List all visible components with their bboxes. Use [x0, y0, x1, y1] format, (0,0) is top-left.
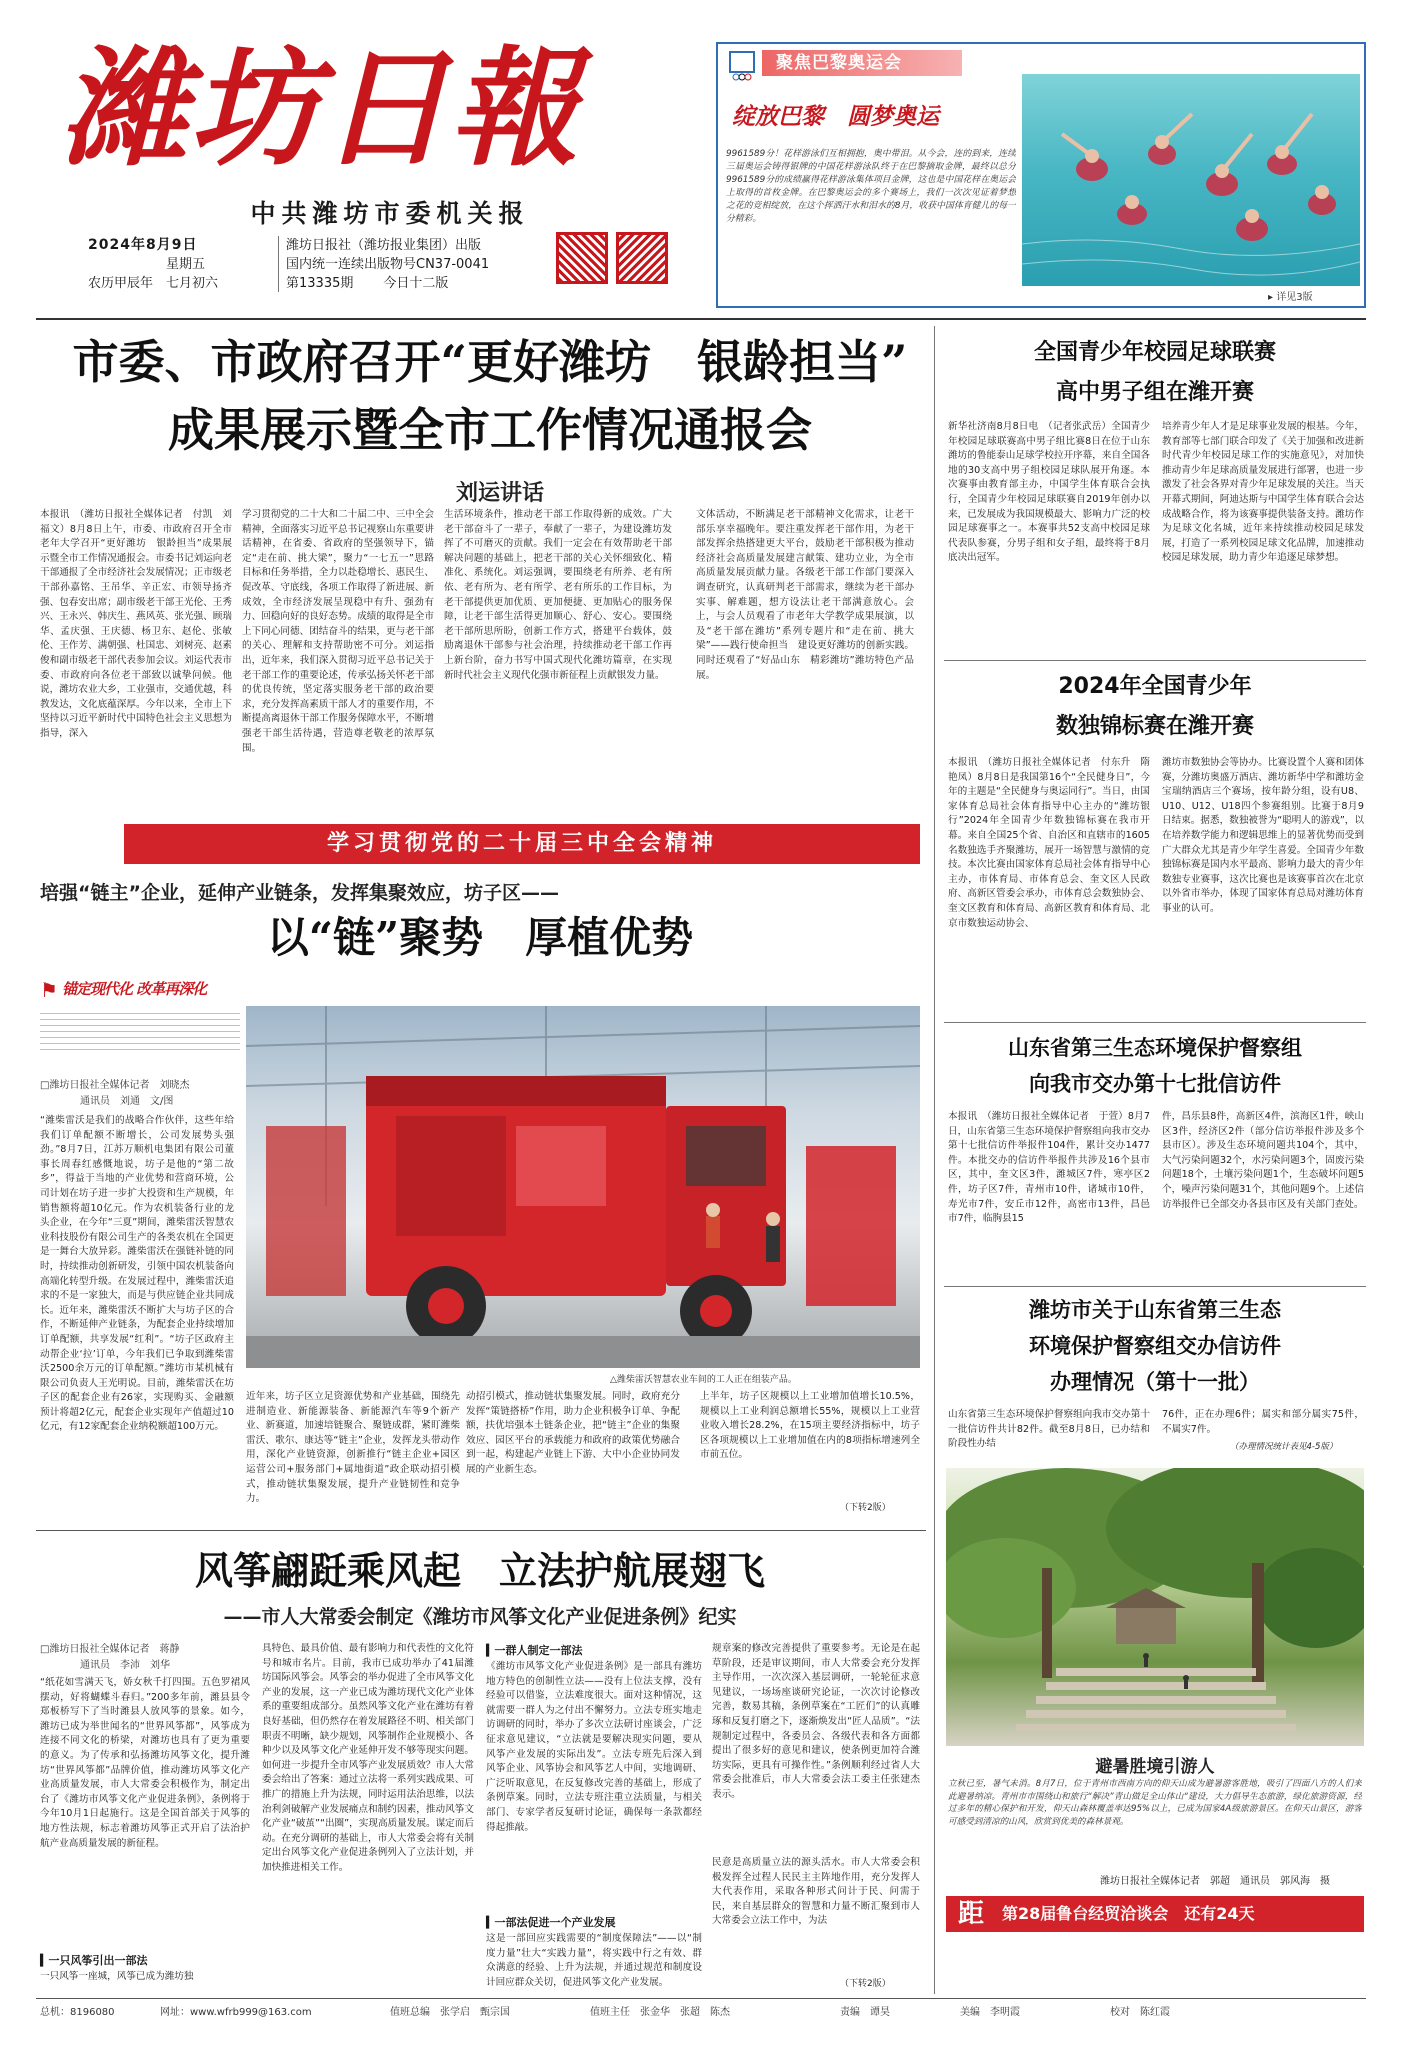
- sudoku-col-2: 潍坊市数独协会等协办。比赛设置个人赛和团体赛，分潍坊奥盛万酒店、潍坊新华中学和潍坊金宝瑞纳酒店三个赛场，按年龄分组，设有U8、U10、U12、U18四个参赛组别。比赛于8月9日结束。据悉，数独被誉为“聪明人的游戏”，以在培养数学能力和逻辑思维上的显著优势而受到广大群众尤其是青少年学生喜爱。全国青少年数独锦标赛是国内水平最高、影响力最大的青少年数独专业赛事，这次比赛也是该赛事首次在北京以外省市举办，体现了国家体育总局对潍坊体育事业的认可。: [1162, 757, 1364, 914]
- chain-kicker: 培强“链主”企业，延伸产业链条，发挥集聚效应，坊子区——: [40, 882, 559, 904]
- olympics-title: 绽放巴黎 圆梦奥运: [732, 103, 939, 130]
- countdown-text: 第28届鲁台经贸洽谈会 还有24天: [1002, 1904, 1255, 1923]
- countdown-char: 距: [958, 1899, 985, 1929]
- footer-item: 美编 李明霞: [960, 2007, 1020, 2018]
- footer-item: 值班主任 张金华 张超 陈杰: [590, 2007, 730, 2018]
- kite-continued: （下转2版）: [840, 1979, 891, 1989]
- env2-title-3: 办理情况（第十一批）: [1050, 1370, 1260, 1394]
- lead-title-2: 成果展示暨全市工作情况通报会: [168, 403, 812, 457]
- env2-col-1: 山东省第三生态环境保护督察组向我市交办第十一批信访件共计82件。截至8月8日，已办结和阶段性办结: [948, 1409, 1150, 1450]
- footer-item: 责编 谭昊: [840, 2007, 890, 2018]
- chain-continued: （下转2版）: [840, 1503, 891, 1513]
- chain-byline: □潍坊日报社全媒体记者 刘晓杰 通讯员 刘通 文/图: [40, 1080, 190, 1107]
- olympics-logo-icon: [728, 50, 756, 82]
- env2-note: （办理情况统计表见4-5版）: [1230, 1442, 1338, 1452]
- chain-col-4: 上半年，坊子区规模以上工业增加值增长10.5%，规模以上工业利润总额增长55%，规模以上工业营业收入增长28.2%，在15项主要经济指标中，坊子区各项规模以上工业增加值在内的8项指标增速列全市前五位。: [700, 1391, 920, 1461]
- kite-byline: □潍坊日报社全媒体记者 蒋静 通讯员 李沛 刘华: [40, 1644, 180, 1671]
- weekday: 星期五: [166, 257, 206, 272]
- scenic-caption-text: 立秋已至，暑气未消。8月7日，位于青州市西南方向的仰天山成为避暑游客胜地，吸引了四面八方的人们来此避暑纳凉。青州市市围绕山和旅行“解决”青山做足全山体山“建设，大力倡导生态旅游，绿化旅游资源，经过多年的精心保护和开发，仰天山森林覆盖率达95%以上，已成为国家4A级旅游景区。在仰天山景区，游客可感受到清凉的山风，欣赏到优美的森林景观。: [948, 1779, 1362, 1827]
- reform-badge: ⚑ 锚定现代化 改革再深化: [40, 972, 240, 1062]
- kite-col-2: 具特色、最具价值、最有影响力和代表性的文化符号和城市名片。目前，我市已成功举办了41届潍坊国际风筝会。风筝会的举办促进了全市风筝文化产业的发展，这一产业已成为潍坊现代文化产业体系的重要组成部分。虽然风筝文化产业在潍坊有着良好基础，但仍然存在着发展路径不明、相关部门职责不明晰，缺少规划，风筝制作企业规模小、各种少以及风筝文化产业延伸开发不够等现实问题。如何进一步提升全市风筝产业发展质效？市人大常委会给出了答案：通过立法将一系列实践成果、可推广的措施上升为法规，同时运用法治思维，以法治利剑破解产业发展痛点和制约因素，推动风筝文化产业“破茧”“出圈”，实现高质量发展。谋定而后动。在充分调研的基础上，市人大常委会将有关制定出台风筝文化产业促进条例列入了立法计划，并加快推进相关工作。: [262, 1643, 474, 1873]
- lead-col-4: 文体活动，不断满足老干部精神文化需求，让老干部乐享幸福晚年。要注重发挥老干部作用，为老干部发挥余热搭建更大平台，鼓励老干部积极为推动经济社会高质量发展建言献策、建功立业，为全市高质量发展贡献力量。各级老干部工作部门要深入调查研究，认真研判老干部需求，继续为老干部办实事、解难题，想方设法让老干部满意放心。会上，与会人员观看了市老年大学教学成果展演，以及“老干部在潍坊”系列专题片和“走在前、挑大梁”——践行使命担当 建设更好潍坊的创新实践。同时还观看了“好品山东 精彩潍坊”潍坊特色产品展。: [696, 509, 914, 681]
- kite-subtitle: ——市人大常委会制定《潍坊市风筝文化产业促进条例》纪实: [223, 1606, 737, 1628]
- lead-col-2: 学习贯彻党的二十大和二十届二中、三中全会精神，全面落实习近平总书记视察山东重要讲话精神，在省委、省政府的坚强领导下，锚定“走在前、挑大梁”，聚力“一七五一”思路目标和任务举措，全力以赴稳增长、惠民生、促改革、守底线，各项工作取得了新进展、新成效，全市经济发展呈现稳中有升、强劲有力、回稳向好的良好态势。成绩的取得是全市上下同心同德、团结奋斗的结果，更与老干部的关心、理解和支持帮助密不可分。刘运指出，近年来，我们深入贯彻习近平总书记关于老干部工作的重要论述，传承弘扬关怀老干部的优良传统，坚定落实服务老干部的政治要求，充分发挥高素质干部人才的重要作用，不断提高离退休干部工作服务保障水平，不断增强老干部生活待遇，营造尊老敬老的浓厚氛围。: [242, 509, 434, 754]
- kite-col-1b: 一只风筝一座城，风筝已成为潍坊独: [40, 1971, 194, 1982]
- qr-code-icon: [616, 232, 668, 284]
- sudoku-col-1: 本报讯 （潍坊日报社全媒体记者 付东升 隋艳凤）8月8日是我国第16个“全民健身日”，今年的主题是“全民健身与奥运同行”。当日，由国家体育总局社会体育指导中心主办的“潍坊银行”2024年全国青少年数独锦标赛在我市开幕。来自全国25个省、自治区和直辖市的1605名数独选手齐聚潍坊，展开一场智慧与激情的竞技。本次比赛由国家体育总局社会体育指导中心主办，市体育局、市体育总会、奎文区人民政府、高新区管委会承办，市体育总会数独协会、奎文区教育和体育局、高新区教育和体育局、北京市数独运动协会、: [948, 757, 1150, 929]
- sudoku-title-2: 数独锦标赛在潍开赛: [1055, 714, 1254, 739]
- edition-info: [88, 236, 708, 294]
- chain-col-3: 动招引模式，推动链状集聚发展。同时，政府充分发挥“策链搭桥”作用，助力企业积极争订单、争配额，扶优培强本土链条企业，把“链主”企业的集聚效应、园区平台的承载能力和政府的政策优势融合到一起，构建起产业链上下游、大中小企业协同发展的产业新生态。: [466, 1391, 680, 1475]
- kite-section-3: ▍一部法促进一个产业发展: [486, 1916, 616, 1929]
- masthead-subtitle: 中共潍坊市委机关报: [250, 199, 530, 228]
- chain-title: 以“链”聚势 厚植优势: [266, 913, 694, 962]
- lead-col-3: 生活环境条件，推动老干部工作取得新的成效。广大老干部奋斗了一辈子，奉献了一辈子，为建设潍坊发挥了不可磨灭的贡献。我们一定会在有效帮助老干部解决问题的基础上，把老干部的关心关怀细致化、精准化、系统化。刘运强调，要围绕老有所养、老有所依、老有所为、老有所学、老有所乐的工作目标，为老干部提供更加优质、更加便捷、更加贴心的服务保障，让老干部生活得更加顺心、舒心、安心。要围绕老干部所思所盼，创新工作方式，搭建平台载体，鼓励离退休干部参与社会治理，持续推动老干部工作再上新台阶，奋力书写中国式现代化潍坊篇章，在实现新时代社会主义现代化强市新征程上贡献银发力量。: [444, 509, 672, 681]
- masthead-title: 濰坊日報: [60, 34, 581, 184]
- olympics-box: [716, 42, 1366, 308]
- footer-item: 校对 陈红霞: [1110, 2007, 1170, 2018]
- issue-date: 2024年8月9日: [88, 237, 198, 253]
- harvester-factory-photo: [246, 1006, 920, 1368]
- scenic-photographer: 潍坊日报社全媒体记者 郭超 通讯员 郭风海 摄: [1100, 1876, 1330, 1887]
- env1-col-1: 本报讯 （潍坊日报社全媒体记者 于萱）8月7日，山东省第三生态环境保护督察组向我市交办第十七批信访件举报件104件，累计交办1477件。本批交办的信访件举报件共涉及16个县市区，其中，奎文区3件，潍城区7件，寒亭区2件，坊子区7件，青州市10件，诸城市10件，寿光市7件，安丘市12件，高密市13件，昌邑市7件，临朐县15: [948, 1111, 1150, 1225]
- flag-icon: ⚑: [40, 978, 58, 1002]
- kite-title: 风筝翩跹乘风起 立法护航展翅飞: [194, 1548, 765, 1593]
- footer-item: 值班总编 张学启 甄宗国: [390, 2007, 510, 2018]
- cn-number: 国内统一连续出版物号CN37-0041: [286, 257, 490, 272]
- olympics-text: 9961589分！花样游泳们互相拥抱，奥中带泪。从今会，连的到来，连续三届奥运会铸得银牌的中国花样游泳队终于在巴黎摘取金牌，最终以总分9961589分的成绩赢得花样游泳集体项目金牌，这也是中国花样在奥运会上取得的首枚金牌。在巴黎奥运会的多个赛场上，我们一次次见证着梦想之花的竞相绽放，在这个挥洒汗水和泪水的8月，收获中国体育健儿的每一分精彩。: [726, 149, 1016, 224]
- third-plenum-banner: 学习贯彻党的二十届三中全会精神: [124, 824, 920, 864]
- kite-section-1: ▍一只风筝引出一部法: [40, 1954, 148, 1967]
- olympics-banner: 聚焦巴黎奥运会: [762, 50, 962, 76]
- football-title-2: 高中男子组在潍开赛: [1055, 380, 1254, 405]
- footer-item: 网址：www.wfrb999@163.com: [160, 2007, 312, 2018]
- lunar-date: 农历甲辰年 七月初六: [88, 276, 219, 291]
- chain-col-2: 近年来，坊子区立足资源优势和产业基础，围绕先进制造业、新能源装备、新能源汽车等9个新产业、新赛道，加速培链聚合、聚链成群，紧盯潍柴雷沃、歌尔、康达等“链主”企业，发挥龙头带动作用，深化产业链资源，创新推行“链主企业+园区运营公司+服务部门+属地街道”政企联动招引模式，推动链状集聚发展，提升产业链韧性和竞争力。: [246, 1391, 460, 1505]
- harvester-photo-caption: △潍柴雷沃智慧农业车间的工人正在组装产品。: [610, 1375, 797, 1385]
- env1-title-2: 向我市交办第十七批信访件: [1029, 1072, 1281, 1096]
- kite-section-2: ▍一群人制定一部法: [486, 1644, 583, 1657]
- footer-item: 总机：8196080: [40, 2007, 115, 2018]
- page-count: 今日十二版: [383, 276, 449, 291]
- kite-col-3b: 这是一部回应实践需要的“制度保障法”——以“制度力量”壮大“实践力量”，将实践中行之有效、群众满意的经验、上升为法规，并通过规范和制度设计回应群众关切，促进风筝文化产业发展。: [486, 1933, 702, 1988]
- yangtian-mountain-photo: [946, 1468, 1364, 1746]
- sudoku-title-1: 2024年全国青少年: [1058, 674, 1252, 699]
- publisher: 潍坊日报社（潍坊报业集团）出版: [286, 238, 482, 253]
- scenic-caption-title: 避暑胜境引游人: [1095, 1757, 1215, 1777]
- env1-col-2: 件，昌乐县8件，高新区4件，滨海区1件，峡山区3件，经济区2件（部分信访举报件涉及多个县市区）。涉及生态环境问题共104个，其中，大气污染问题32个，水污染问题3个，固废污染问题18个，土壤污染问题1个，生态破坏问题5个，噪声污染问题31个，其他问题9个。上述信访举报件已全部交办各县市区及有关部门查处。: [1162, 1111, 1364, 1210]
- issue-number: 第13335期: [286, 276, 354, 291]
- synchronized-swimming-photo: [1022, 74, 1360, 286]
- football-col-2: 培养青少年人才是足球事业发展的根基。今年，教育部等七部门联合印发了《关于加强和改进新时代青少年校园足球工作的实施意见》，对加快推动青少年足球高质量发展进行部署，也进一步激发了社会各界对青少年足球发展的关注。当天开幕式期间，阿迪达斯与中国学生体育联合会达成战略合作，将为该赛事提供装备支持。潍坊作为足球文化名城，近年来持续推动校园足球发展，打造了一系列校园足球文化品牌，加速推动校园足球发展，助力青少年追逐足球梦想。: [1162, 421, 1364, 564]
- chain-col-1: “潍柴雷沃是我们的战略合作伙伴，这些年给我们订单配额不断增长，公司发展势头强劲。”8月7日，江苏万顺机电集团有限公司董事长周春红感慨地说，坊子是他的“第二故乡”，得益于当地的产业优势和营商环境，公司计划在坊子进一步扩大投资和生产规模，年销售额将超10亿元。作为农机装备行业的龙头企业，在今年“三夏”期间，潍柴雷沃智慧农业科技股份有限公司生产的各类农机在全国更是一舞台大放异彩。潍柴雷沃在强链补链的同时，持续推动创新研发，引领中国农机装备向高端化转型升级。在发展过程中，潍柴雷沃追求的不是一家独大，而是与供应链企业共同成长。近年来，潍柴雷沃不断扩大与坊子区的合作，不断延伸产业链条，为配套企业持续增加订单配额，共享发展“红利”。“坊子区政府主动帮企业‘拉’订单，今年我们已争取到潍柴雷沃2500余万元的订单配额。”潍坊市某机械有限公司负责人王光明说。目前，潍柴雷沃在坊子区的配套企业有26家，实现购买、金融额预计将超2亿元，配套企业实现年产值超过10亿元，有12家配套企业纳税额超100万元。: [40, 1115, 234, 1433]
- env2-title-1: 潍坊市关于山东省第三生态: [1029, 1298, 1281, 1322]
- qr-code-icon: [556, 232, 608, 284]
- football-col-1: 新华社济南8月8日电 （记者张武岳）全国青少年校园足球联赛高中男子组比赛8日在位于山东潍坊的鲁能泰山足球学校拉开序幕，来自全国各地的30支高中男子组校园足球队展开角逐。本次赛事由教育部主办，中国学生体育联合会执行，全国青少年校园足球联赛自2019年创办以来，已发展成为我国规模最大、影响力广泛的校园足球赛事之一。本赛事共52支高中校园足球代表队参赛，分男子组和女子组，最终将于8月底决出冠军。: [948, 421, 1150, 564]
- env2-col-2: 76件，正在办理6件；属实和部分属实75件，不属实7件。: [1162, 1409, 1364, 1435]
- lead-title-1: 市委、市政府召开“更好潍坊 银龄担当”: [72, 335, 908, 389]
- env2-title-2: 环境保护督察组交办信访件: [1029, 1334, 1281, 1358]
- lead-col-1: 本报讯 （潍坊日报社全媒体记者 付凯 刘福文）8月8日上午，市委、市政府召开全市老年大学召开“更好潍坊 银龄担当”成果展示暨全市工作情况通报会。市委书记刘运向老干部通报了全市经济社会发展情况；正市级老干部孙嘉铭、王吊华、辛正宏、市领导扬齐强、包春安出席；副市级老干部王光伦、王秀兴、王永兴、韩庆生、燕风英、张光强、顾瑞华、孟庆强、王庆德、杨卫东、赵伦、张敏伦、王作芳、满朝强、杜国忠、刘树亮、赵素俊和副市级老干部代表参加会议。刘运代表市委、市政府向各位老干部致以诚挚问候。他说，潍坊农业大乡，工业强市，交通优越，科教发达，文化底蕴深厚。今年以来，全市上下坚持以习近平新时代中国特色社会主义思想为指导，深入: [40, 509, 232, 739]
- footer-bar: [40, 2004, 1366, 2022]
- olympics-more[interactable]: ▸ 详见3版: [1268, 292, 1313, 303]
- kite-col-1: “纸花如雪满天飞，娇女秋千打四围。五色罗裙风摆动，好将蝴蝶斗春归。”200多年前，潍县县令郑板桥写下了当时潍县人放风筝的景象。如今，潍坊已成为举世闻名的“世界风筝都”，风筝成为连接不同文化的桥梁，对潍坊也具有了更为重要的意义。为了传承和弘扬潍坊风筝文化，提升潍坊“世界风筝都”品牌价值，推动潍坊风筝文化产业高质量发展，市人大常委会积极作为，制定出台了《潍坊市风筝文化产业促进条例》，条例将于今年10月1日起施行。这是全国首部关于风筝的地方性法规，标志着潍坊风筝正式开启了法治护航产业高质量发展的新征程。: [40, 1677, 250, 1849]
- kite-col-4: 规章案的修改完善提供了重要参考。无论是在起草阶段，还是审议期间，市人大常委会充分发挥主导作用，一次次深入基层调研，一轮轮征求意见建议，一场场座谈研究论证，一次次讨论修改完善，数易其稿，条例草案在“工匠们”的认真雕琢和反复打磨之下，逐渐焕发出“匠人品质”。“法规制定过程中，各委员会、各级代表和各方面都提出了很多好的意见和建议，使条例更加符合潍坊实际，更具有可操作性。”条例顺利经过省人大常委会批准后，市人大常委会法工委主任张建杰表示。: [712, 1643, 920, 1800]
- countdown-box: [946, 1896, 1364, 1932]
- football-title-1: 全国青少年校园足球联赛: [1033, 340, 1276, 365]
- kite-col-3: 《潍坊市风筝文化产业促进条例》是一部具有潍坊地方特色的创制性立法——没有上位法支撑，没有经验可以借鉴，立法难度很大。面对这种情况，这就需要一群人为之付出不懈努力。立法专班实地走访调研的同时，举办了多次立法研讨座谈会，广泛征求意见建议，“立法就是要解决现实问题，要从风筝产业发展的实际出发”。立法专班先后深入到风筝企业、风筝协会和风筝艺人中间，实地调研、广泛听取意见，在反复修改完善的基础上，形成了条例草案。同时，立法专班注重立法质量，与相关部门、专家学者反复研讨论证，确保每一条款都经得起推敲。: [486, 1661, 702, 1833]
- lead-subtitle: 刘运讲话: [455, 481, 544, 506]
- env1-title-1: 山东省第三生态环境保护督察组: [1008, 1036, 1302, 1060]
- kite-col-4b: 民意是高质量立法的源头活水。市人大常委会积极发挥全过程人民民主主阵地作用，充分发挥人大代表作用，采取各种形式问计于民、问需于民，来自基层群众的智慧和力量不断汇聚到市人大常委会立法工作中，为法: [712, 1857, 920, 1927]
